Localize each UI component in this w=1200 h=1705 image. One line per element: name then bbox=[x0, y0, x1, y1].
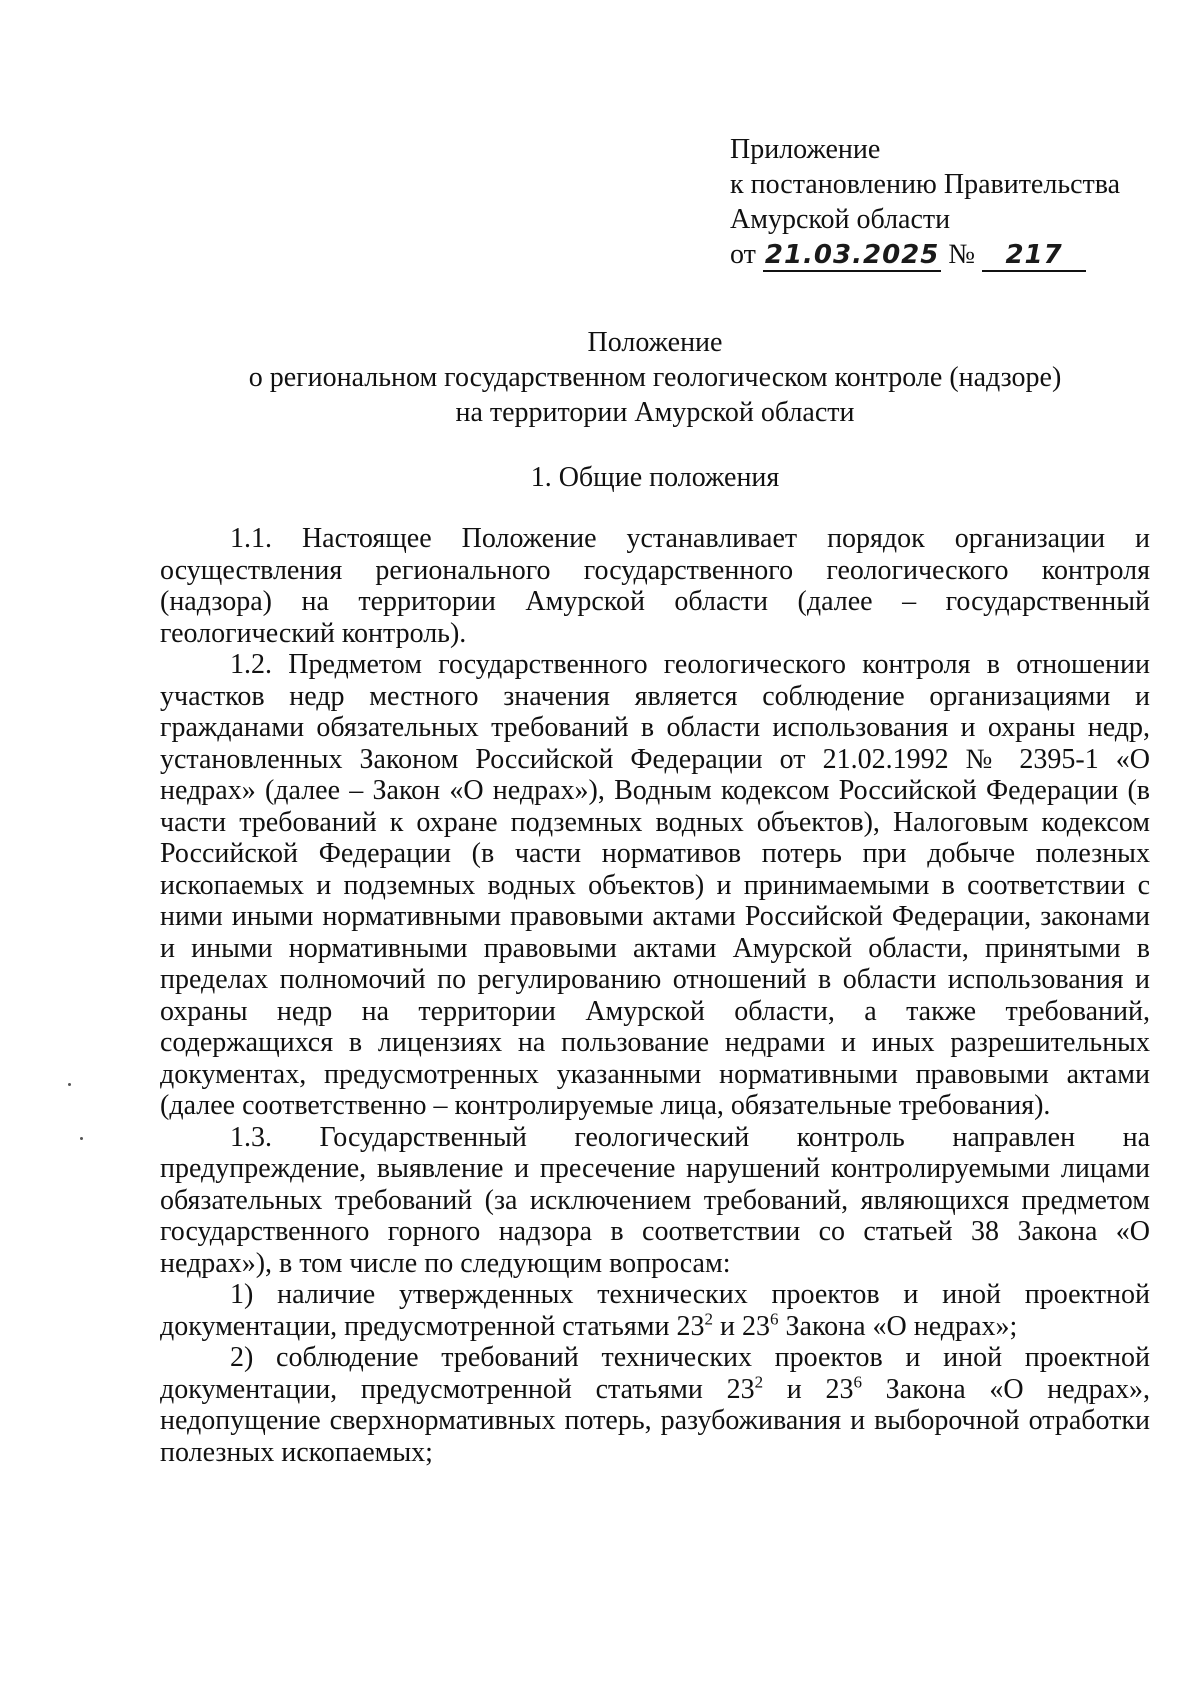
title-line-1: Положение bbox=[587, 327, 723, 358]
scan-speck bbox=[80, 1137, 83, 1140]
paragraph-1-1: 1.1. Настоящее Положение устанавливает порядок организации и осуществления регионального государственного геологического контроля (надзора) на территории Амурской области (далее – государственный геологический контроль). bbox=[160, 523, 1150, 649]
number-sign: № bbox=[948, 239, 976, 270]
paragraph-1-3: 1.3. Государственный геологический контроль направлен на предупреждение, выявление и пресечение нарушений контролируемыми лицами обязательных требований (за исключением требований, являющихся предметом государственного горного надзора в соответствии со статьей 38 Закона «О недрах»), в том числе по следующим вопросам: bbox=[160, 1121, 1150, 1279]
annex-title: Приложение bbox=[730, 134, 881, 165]
handwritten-date: 21.03.2025 bbox=[764, 240, 940, 270]
annex-date-number bbox=[730, 237, 1150, 272]
document-body bbox=[160, 523, 1150, 1468]
title-line-2: о региональном государственном геологическом контроле (надзоре) bbox=[248, 362, 1062, 393]
annex-block bbox=[730, 132, 1150, 272]
title-line-3: на территории Амурской области bbox=[455, 397, 855, 428]
handwritten-number: 217 bbox=[982, 240, 1086, 272]
annex-region: Амурской области bbox=[730, 204, 951, 235]
annex-from-label: от bbox=[730, 239, 756, 270]
scan-speck bbox=[68, 1083, 71, 1086]
document-title bbox=[160, 325, 1150, 430]
list-item-2: 2) соблюдение требований технических проектов и иной проектной документации, предусмотренной статьями $23^2$ и $23^6$ Закона «О недрах», недопущение сверхнормативных потерь, разубоживания и выборочной отработки полезных ископаемых; bbox=[160, 1342, 1151, 1468]
list-item-1: 1) наличие утвержденных технических проектов и иной проектной документации, предусмотренной статьями $23^2$ и $23^6$ Закона «О недрах»; bbox=[160, 1279, 1150, 1342]
section-heading: 1. Общие положения bbox=[530, 462, 780, 493]
paragraph-1-2: 1.2. Предметом государственного геологического контроля в отношении участков недр местного значения является соблюдение организациями и гражданами обязательных требований в области использования и охраны недр, установленных Законом Российской Федерации от 21.02.1992 № 2395-1 «О недрах» (далее – Закон «О недрах»), Водным кодексом Российской Федерации (в части требований к охране подземных водных объектов), Налоговым кодексом Российской Федерации (в части нормативов потерь при добыче полезных ископаемых и подземных водных объектов) и принимаемыми в соответствии с ними иными нормативными правовыми актами Российской Федерации, законами и иными нормативными правовыми актами Амурской области, принятыми в пределах полномочий по регулированию отношений в области использования и охраны недр на территории Амурской области, а также требований, содержащихся в лицензиях на пользование недрами и иных разрешительных документах, предусмотренных указанными нормативными правовыми актами (далее соответственно – контролируемые лица, обязательные требования). bbox=[160, 649, 1150, 1121]
annex-reference: к постановлению Правительства bbox=[730, 169, 1121, 200]
